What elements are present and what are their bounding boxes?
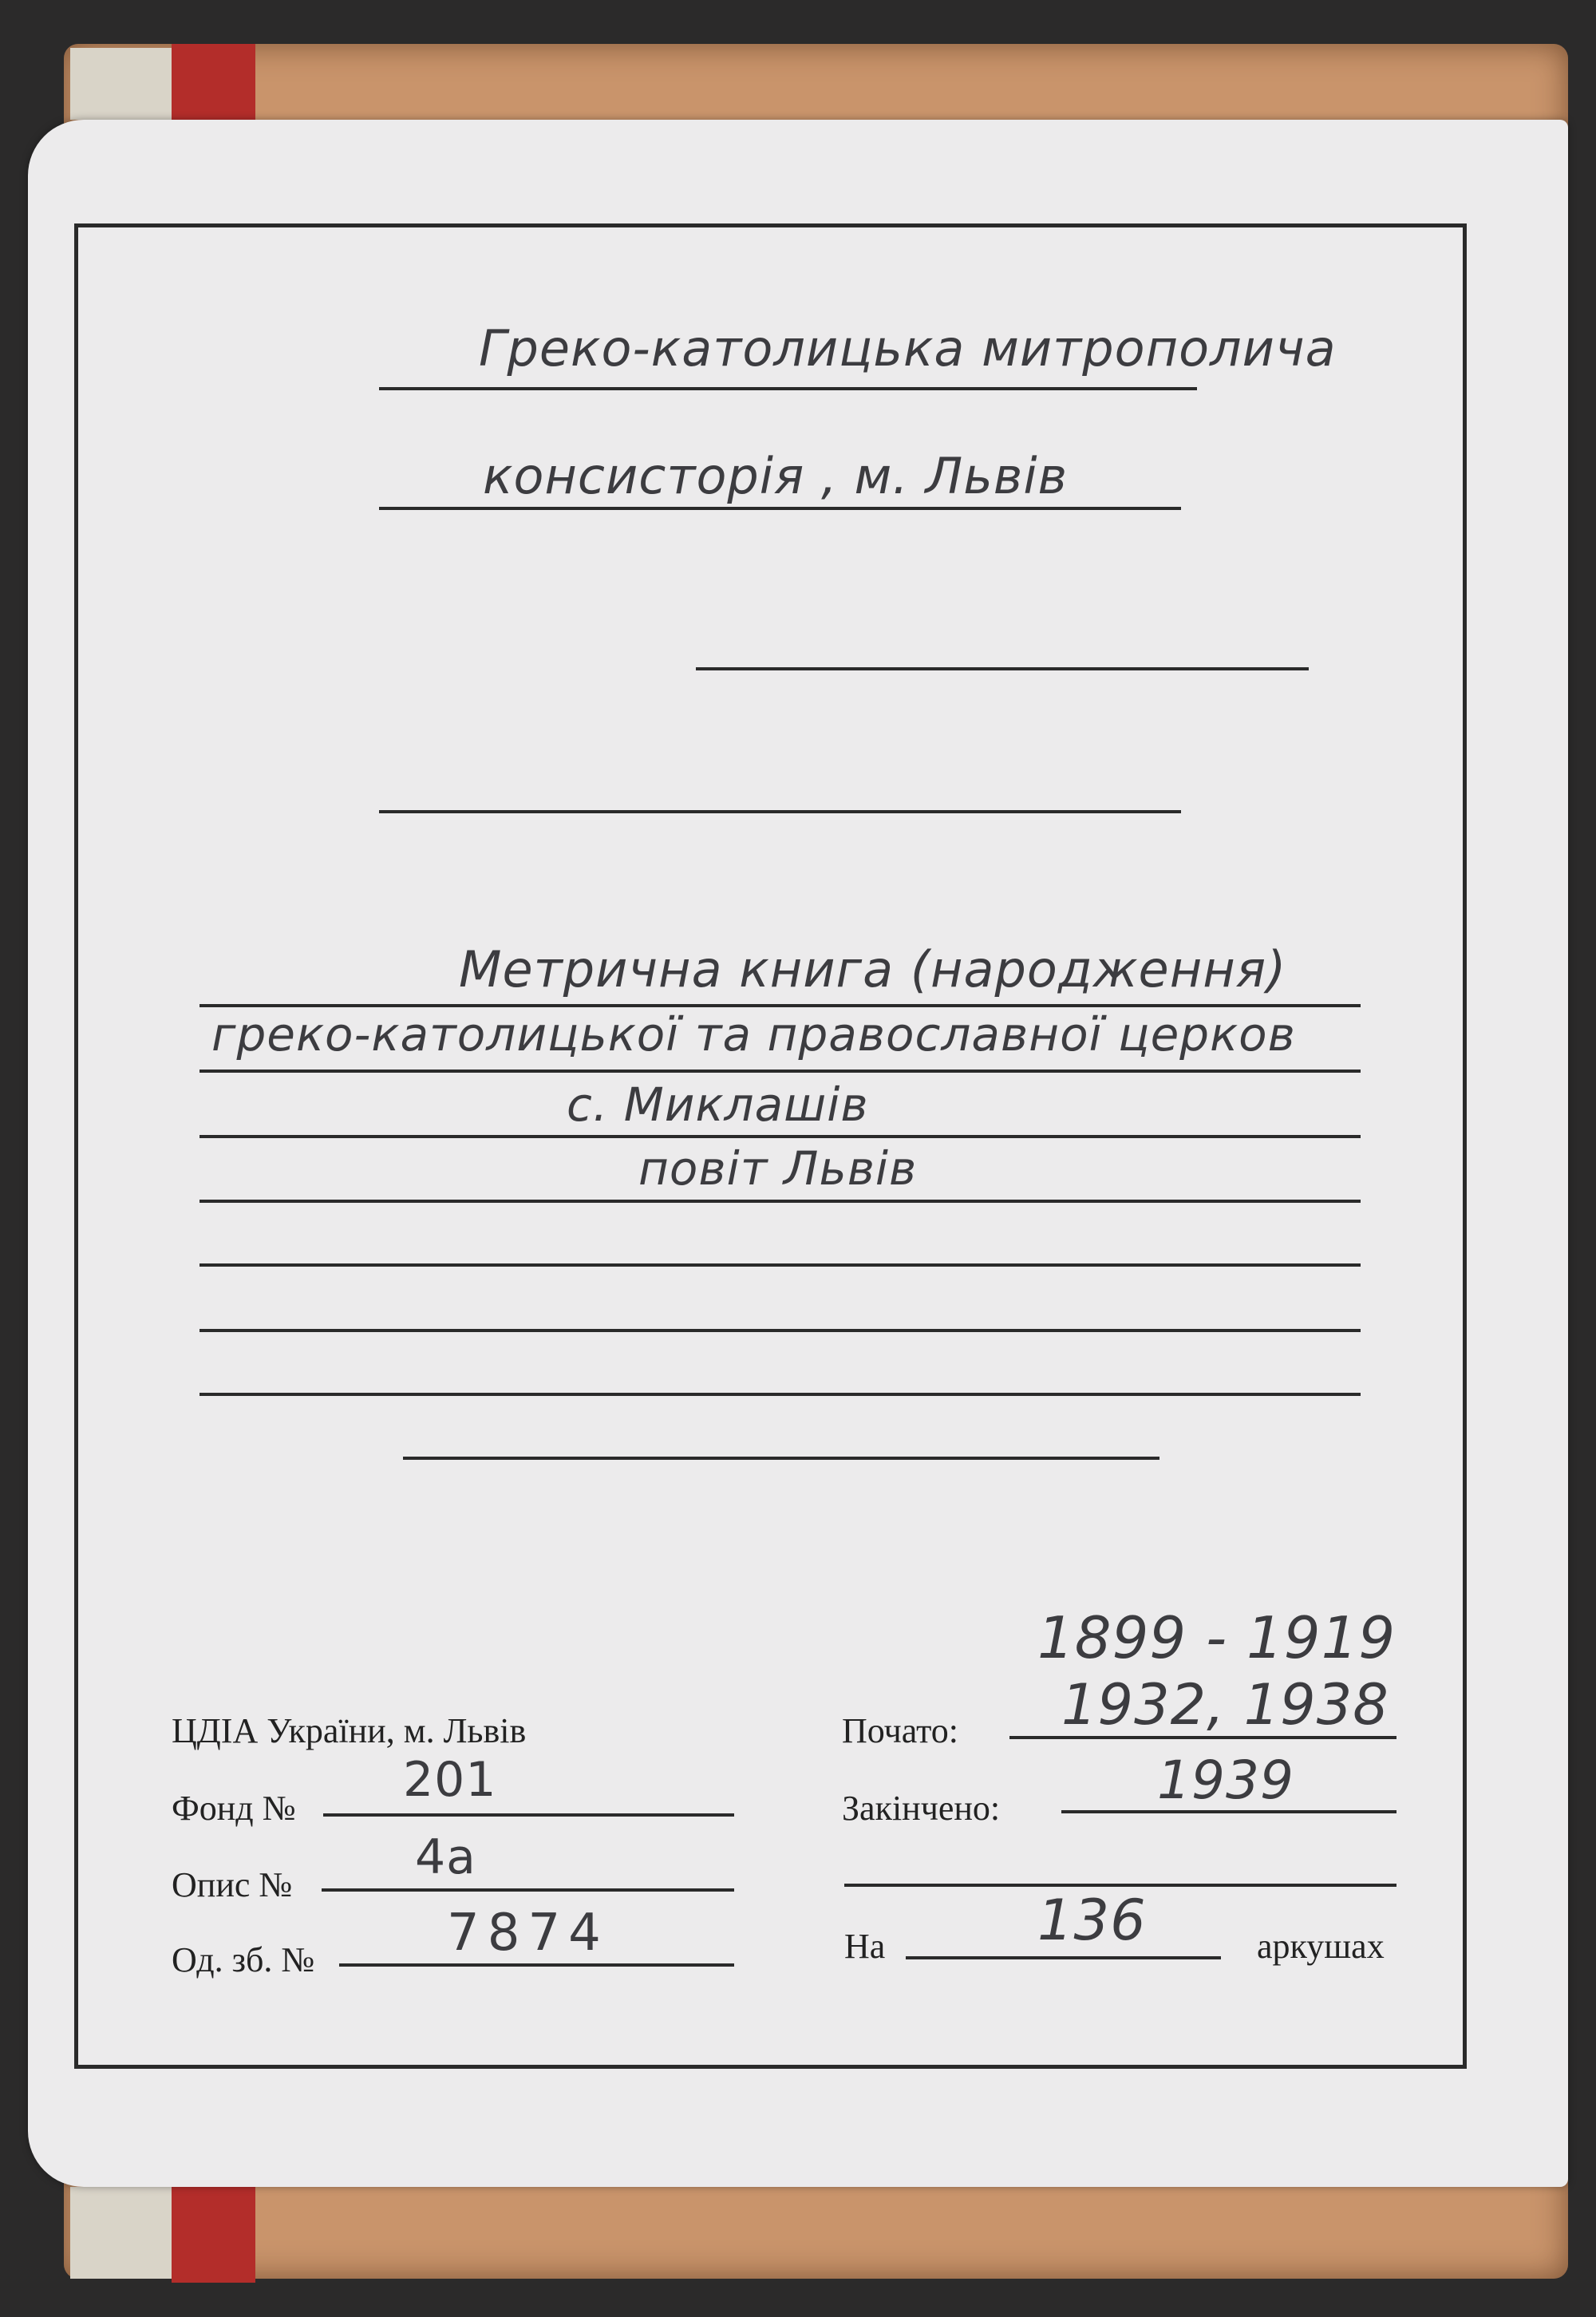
spine-red-bottom — [172, 2187, 255, 2283]
title-line-4 — [200, 1200, 1361, 1203]
finished-value: 1939 — [1157, 1750, 1294, 1811]
od-zb-value: 7874 — [447, 1904, 609, 1963]
spine-cloth-bottom — [70, 2187, 174, 2279]
od-zb-line — [339, 1963, 734, 1967]
header-text-1: Греко-католицька митрополича — [479, 319, 1337, 378]
title-text-4: повіт Львів — [638, 1141, 918, 1196]
fond-label: Фонд № — [172, 1789, 296, 1828]
spine-cloth-top — [70, 48, 174, 120]
opys-value: 4а — [415, 1829, 476, 1885]
title-line-2 — [200, 1070, 1361, 1073]
opys-line — [322, 1888, 734, 1892]
header-line-2 — [379, 507, 1181, 510]
opys-label: Опис № — [172, 1865, 293, 1904]
sheets-line — [906, 1956, 1221, 1959]
sheets-on-label: На — [844, 1927, 886, 1966]
title-text-2: греко-католицької та православної церков — [211, 1007, 1296, 1062]
title-line-8 — [403, 1457, 1159, 1460]
title-text-3: с. Миклашів — [567, 1077, 869, 1132]
title-text-1: Метрична книга (народження) — [459, 940, 1287, 998]
fond-value: 201 — [403, 1752, 497, 1808]
title-line-7 — [200, 1393, 1361, 1396]
header-line-3 — [696, 667, 1309, 670]
blank-line — [844, 1884, 1396, 1887]
od-zb-label: Од. зб. № — [172, 1940, 315, 1979]
header-line-4 — [379, 810, 1181, 813]
header-line-1 — [379, 387, 1197, 390]
title-line-3 — [200, 1135, 1361, 1138]
started-value: 1932, 1938 — [1061, 1672, 1389, 1738]
started-label: Почато: — [842, 1711, 959, 1750]
archive-name: ЦДІА України, м. Львів — [172, 1711, 527, 1750]
fond-line — [323, 1813, 734, 1817]
title-line-6 — [200, 1329, 1361, 1332]
header-text-2: консисторія , м. Львів — [483, 447, 1069, 505]
sheets-unit-label: аркушах — [1257, 1927, 1385, 1966]
sheets-count: 136 — [1037, 1888, 1147, 1953]
finished-label: Закінчено: — [842, 1789, 1001, 1828]
spine-red-top — [172, 44, 255, 120]
date-range: 1899 - 1919 — [1037, 1604, 1396, 1671]
title-line-5 — [200, 1263, 1361, 1267]
